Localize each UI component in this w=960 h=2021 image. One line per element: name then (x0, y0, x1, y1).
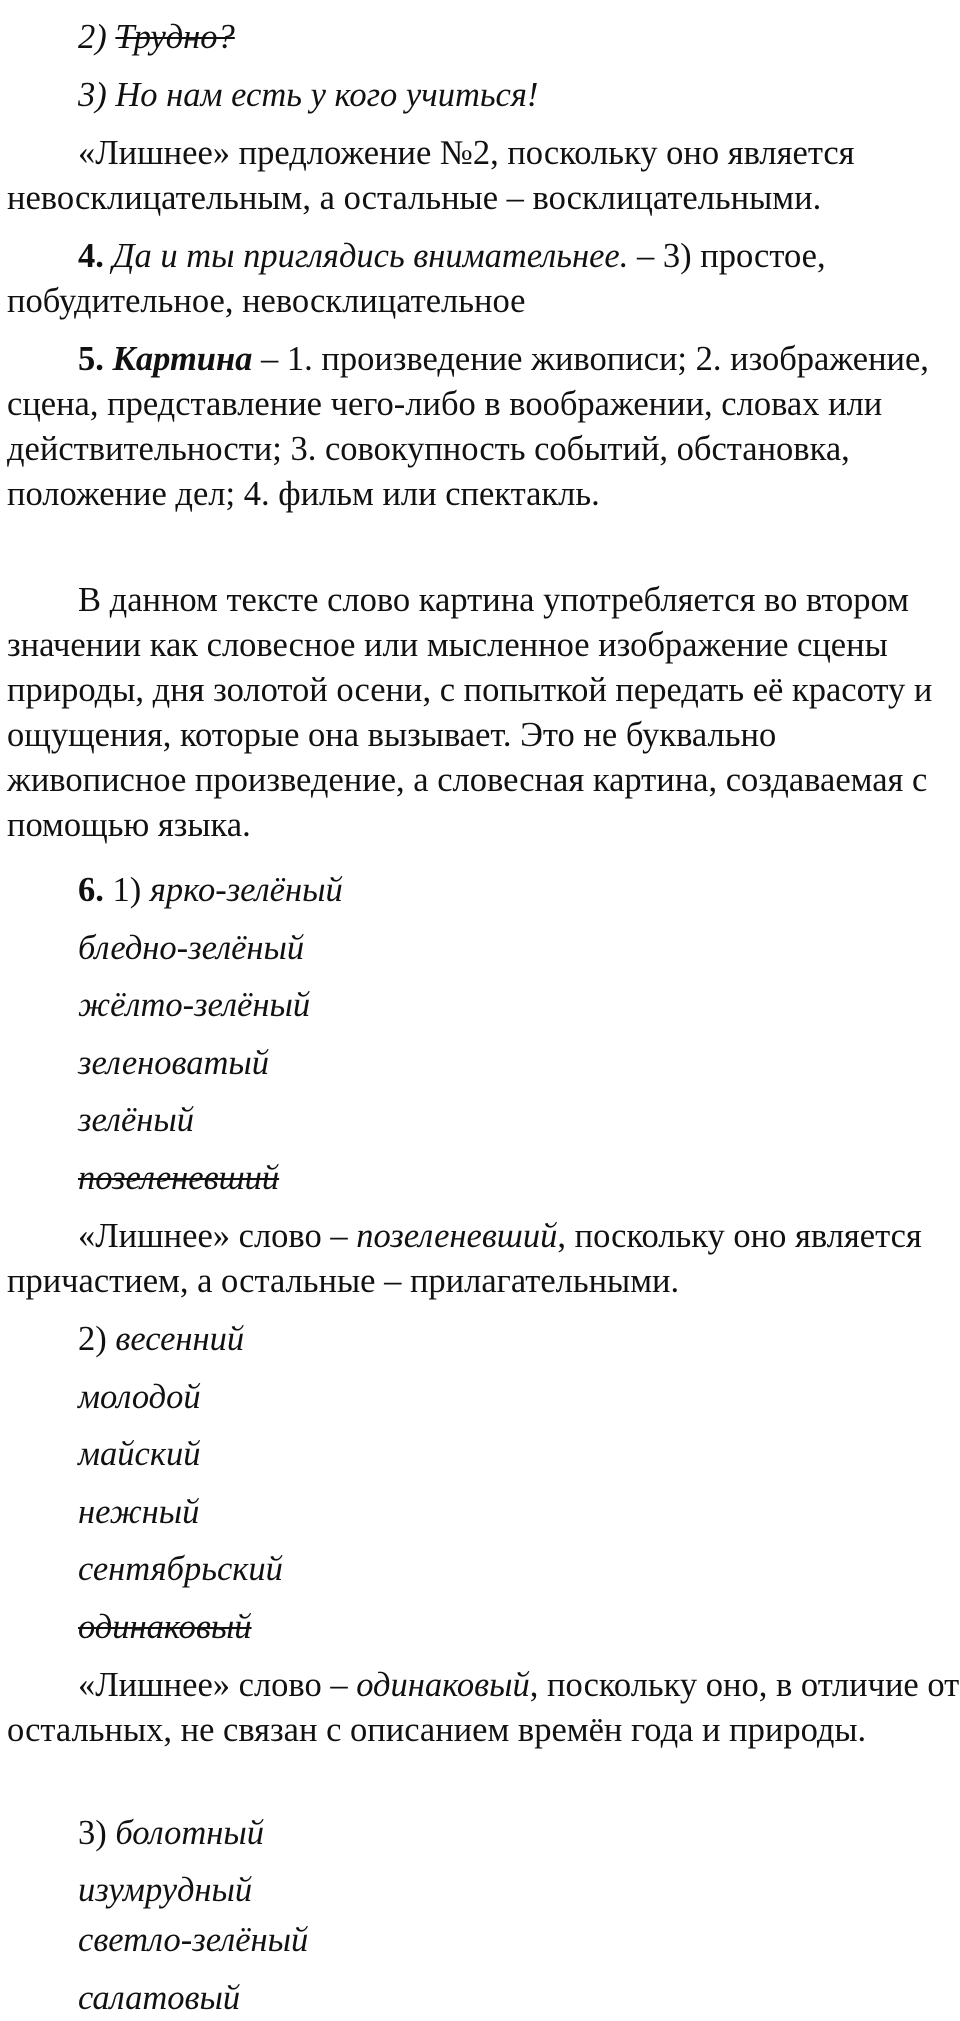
explanation-start: «Лишнее» слово – (78, 1217, 357, 1255)
explanation-end: , поскольку оно является причастием, а остальные – прилагательными. (7, 1217, 922, 1300)
explanation-start: «Лишнее» слово – (78, 1666, 357, 1704)
group-label: 2) (78, 1320, 107, 1358)
word-item: бледно-зелёный (78, 929, 305, 967)
word-item: светло-зелёный (78, 1921, 309, 1959)
task-6-group-1-explanation (7, 1214, 960, 1304)
explanation-paragraph: «Лишнее» предложение №2, поскольку оно является невосклицательным, а остальные – восклицательными. (7, 134, 855, 217)
task-number: 6. (78, 871, 104, 909)
task-6-group-2-explanation (7, 1663, 960, 1753)
word-item: болотный (115, 1814, 265, 1852)
task-6-group-2-first (78, 1317, 244, 1362)
word-item: жёлто-зелёный (78, 986, 311, 1024)
answer-item-2 (78, 15, 235, 60)
explanation-end: , поскольку оно, в отличие от остальных, не связан с описанием времён года и природы. (7, 1666, 960, 1749)
task-number: 4. (78, 237, 104, 275)
task-5-paragraph (7, 337, 960, 517)
task-4-analysis: – 3) простое, побудительное, невосклицательное (7, 237, 826, 320)
task-4-paragraph (7, 234, 960, 324)
odd-word-struck: позеленевший (78, 1159, 280, 1197)
word-item: зелёный (78, 1101, 194, 1139)
odd-word: позеленевший (356, 1217, 558, 1255)
task-6-group-3-first (78, 1811, 264, 1856)
word-item: зеленоватый (78, 1044, 270, 1082)
struck-sentence: Трудно? (115, 18, 235, 56)
task-5-definitions: – 1. произведение живописи; 2. изображение, сцена, представление чего-либо в воображении, словах или действительности; 3. совокупность событий, обстановка, положение дел; 4. фильм или спектакль. (7, 340, 929, 513)
task-number: 5. (78, 340, 104, 378)
group-label: 1) (112, 871, 142, 909)
task-4-sentence: Да и ты приглядись внимательнее. (112, 237, 629, 275)
word-item: майский (78, 1435, 201, 1473)
odd-word-struck: одинаковый (78, 1608, 252, 1646)
word-item: изумрудный (78, 1871, 253, 1909)
word-item: весенний (115, 1320, 245, 1358)
word-item: нежный (78, 1493, 200, 1531)
item-number: 2) (78, 18, 107, 56)
word-item: сентябрьский (78, 1550, 283, 1588)
word-item: молодой (78, 1378, 201, 1416)
answer-item-3: 3) Но нам есть у кого учиться! (78, 76, 539, 114)
task-5-explanation: В данном тексте слово картина употребляется во втором значении как словесное или мысленное изображение сцены природы, дня золотой осени, с попыткой передать её красоту и ощущения, которые она вызывает. Это не буквально живописное произведение, а словесная картина, создаваемая с помощью языка. (7, 581, 933, 844)
group-label: 3) (78, 1814, 107, 1852)
task-5-word: Картина (112, 340, 253, 378)
word-item: салатовый (78, 1979, 241, 2017)
odd-word: одинаковый (356, 1666, 530, 1704)
word-item: ярко-зелёный (149, 871, 343, 909)
task-6-group-1-first (78, 868, 343, 913)
